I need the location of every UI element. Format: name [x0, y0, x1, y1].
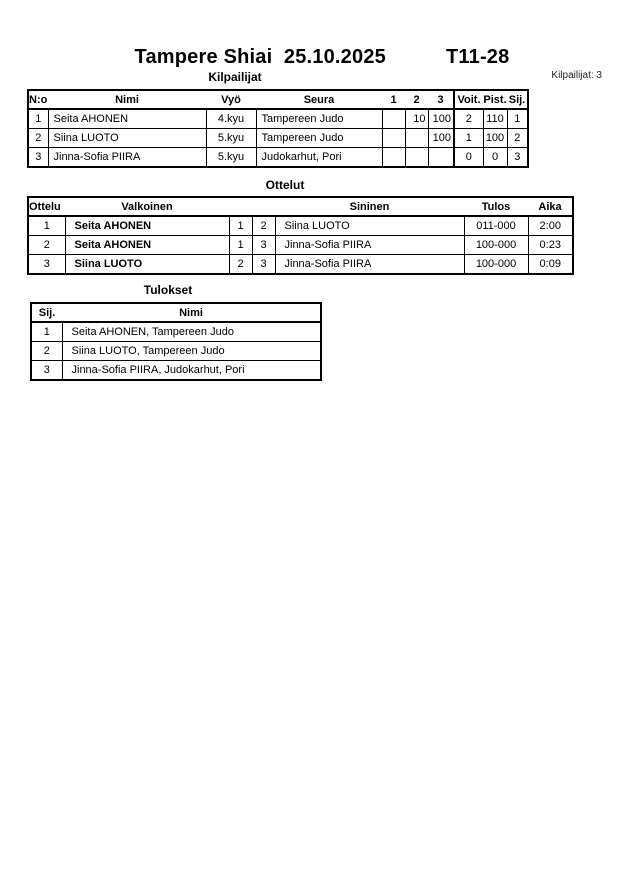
cell-place: 2	[31, 342, 62, 361]
competitor-row	[28, 109, 528, 129]
cell-points: 0	[483, 148, 507, 168]
results-section-title: Tulokset	[143, 283, 193, 297]
cell-no: 3	[28, 148, 48, 168]
cell-no: 1	[28, 109, 48, 129]
col-header-place: Sij.	[31, 303, 62, 322]
col-header-white-no	[229, 197, 252, 216]
results-header-row	[31, 303, 321, 322]
col-header-no: N:o	[28, 90, 48, 109]
cell-match3-score	[428, 148, 454, 168]
cell-blue-no: 2	[252, 216, 275, 236]
competitors-table	[27, 89, 529, 168]
competitor-row	[28, 129, 528, 148]
match-row	[28, 255, 573, 275]
matches-section-title: Ottelut	[265, 178, 305, 192]
cell-white-name: Siina LUOTO	[65, 255, 229, 275]
results-table	[30, 302, 322, 381]
cell-place: 1	[507, 109, 528, 129]
cell-place: 1	[31, 322, 62, 342]
cell-blue-name: Jinna-Sofia PIIRA	[275, 236, 464, 255]
matches-header-row	[28, 197, 573, 216]
result-row	[31, 342, 321, 361]
cell-wins: 0	[454, 148, 483, 168]
cell-result: 011-000	[464, 216, 528, 236]
cell-white-name: Seita AHONEN	[65, 216, 229, 236]
cell-match1-score	[382, 148, 405, 168]
cell-blue-name: Jinna-Sofia PIIRA	[275, 255, 464, 275]
match-row	[28, 236, 573, 255]
matches-table	[27, 196, 574, 275]
col-header-name: Nimi	[48, 90, 206, 109]
cell-place: 3	[507, 148, 528, 168]
document-title	[14, 46, 630, 69]
competitors-header-row	[28, 90, 528, 109]
cell-name: Jinna-Sofia PIIRA	[48, 148, 206, 168]
cell-name: Seita AHONEN	[48, 109, 206, 129]
cell-club: Tampereen Judo	[256, 129, 382, 148]
competitors-section-title: Kilpailijat	[208, 70, 262, 84]
col-header-match1: 1	[382, 90, 405, 109]
cell-white-no: 2	[229, 255, 252, 275]
cell-blue-no: 3	[252, 236, 275, 255]
col-header-match3: 3	[428, 90, 454, 109]
cell-belt: 5.kyu	[206, 148, 256, 168]
cell-club: Tampereen Judo	[256, 109, 382, 129]
cell-points: 100	[483, 129, 507, 148]
result-row	[31, 322, 321, 342]
cell-blue-no: 3	[252, 255, 275, 275]
cell-result: 100-000	[464, 236, 528, 255]
col-header-match2: 2	[405, 90, 428, 109]
cell-time: 0:09	[528, 255, 573, 275]
cell-place: 3	[31, 361, 62, 381]
cell-name-club: Seita AHONEN, Tampereen Judo	[62, 322, 321, 342]
cell-place: 2	[507, 129, 528, 148]
tournament-title: Tampere Shiai 25.10.2025	[134, 46, 386, 68]
col-header-blue-no	[252, 197, 275, 216]
col-header-place: Sij.	[507, 90, 528, 109]
cell-match2-score: 10	[405, 109, 428, 129]
col-header-time: Aika	[528, 197, 573, 216]
col-header-name: Nimi	[62, 303, 321, 322]
result-row	[31, 361, 321, 381]
cell-belt: 4.kyu	[206, 109, 256, 129]
cell-time: 2:00	[528, 216, 573, 236]
cell-match1-score	[382, 109, 405, 129]
col-header-wins: Voit.	[454, 90, 483, 109]
category-code: T11-28	[445, 46, 510, 68]
col-header-belt: Vyö	[206, 90, 256, 109]
cell-match2-score	[405, 129, 428, 148]
cell-result: 100-000	[464, 255, 528, 275]
cell-no: 2	[28, 129, 48, 148]
cell-belt: 5.kyu	[206, 129, 256, 148]
col-header-blue: Sininen	[275, 197, 464, 216]
cell-white-name: Seita AHONEN	[65, 236, 229, 255]
cell-wins: 2	[454, 109, 483, 129]
cell-match3-score: 100	[428, 129, 454, 148]
col-header-points: Pist.	[483, 90, 507, 109]
cell-match1-score	[382, 129, 405, 148]
cell-points: 110	[483, 109, 507, 129]
cell-name: Siina LUOTO	[48, 129, 206, 148]
cell-time: 0:23	[528, 236, 573, 255]
cell-match2-score	[405, 148, 428, 168]
col-header-white: Valkoinen	[65, 197, 229, 216]
col-header-match-no: Ottelu	[28, 197, 65, 216]
competitor-count: Kilpailijat: 3	[551, 70, 602, 81]
cell-name-club: Siina LUOTO, Tampereen Judo	[62, 342, 321, 361]
cell-match-no: 1	[28, 216, 65, 236]
cell-wins: 1	[454, 129, 483, 148]
col-header-result: Tulos	[464, 197, 528, 216]
cell-blue-name: Siina LUOTO	[275, 216, 464, 236]
cell-club: Judokarhut, Pori	[256, 148, 382, 168]
col-header-club: Seura	[256, 90, 382, 109]
cell-name-club: Jinna-Sofia PIIRA, Judokarhut, Pori	[62, 361, 321, 381]
cell-white-no: 1	[229, 236, 252, 255]
competitor-row	[28, 148, 528, 168]
cell-match-no: 3	[28, 255, 65, 275]
cell-match-no: 2	[28, 236, 65, 255]
match-row	[28, 216, 573, 236]
cell-match3-score: 100	[428, 109, 454, 129]
cell-white-no: 1	[229, 216, 252, 236]
